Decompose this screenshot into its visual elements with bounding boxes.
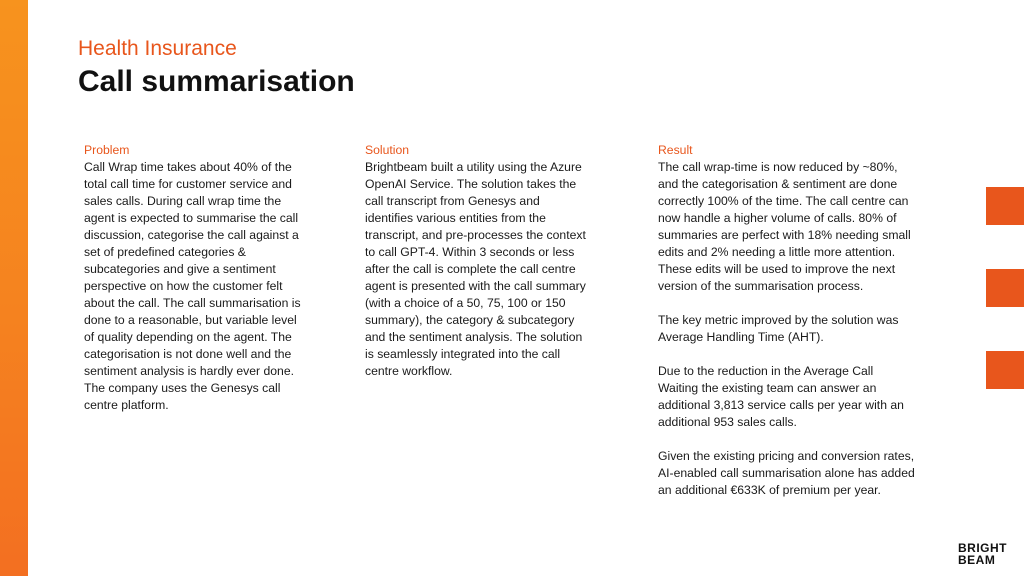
result-text-capacity: Due to the reduction in the Average Call Waiting the existing team can answer an additional 3,813 service calls per year with an additional 953 sales calls. [658,364,904,429]
side-tab-3 [986,351,1024,389]
problem-text: Call Wrap time takes about 40% of the total call time for customer service and sales calls. During call wrap time the agent is expected to summarise the call discussion, categorise the call against a set of predefined categories & subcategories and give a sentiment perspective on how the customer felt about the call. The call summarisation is done to a reasonable, but variable level of quality depending on the agent. The categorisation is not done well and the sentiment analysis is hardly ever done. The company uses the Genesys call centre platform. [84,160,301,412]
slide-title: Call summarisation [78,65,355,98]
result-column [658,142,930,499]
solution-heading: Solution [365,143,410,157]
logo-line-1: BRIGHT [958,541,1007,555]
slide-subtitle: Health Insurance [78,37,237,60]
solution-text: Brightbeam built a utility using the Azure OpenAI Service. The solution takes the call transcript from Genesys and identifies various entities from the transcript, and pre-processes the context to call GPT-4. Within 3 seconds or less after the call is complete the call centre agent is presented with the call summary (with a choice of a 50, 75, 100 or 150 summary), the category & subcategory and the sentiment analysis. The solution is seamlessly integrated into the call centre workflow. [365,160,586,378]
result-text-metric: The key metric improved by the solution was Average Handling Time (AHT). [658,313,899,344]
problem-heading: Problem [84,143,130,157]
result-text-outcome: The call wrap-time is now reduced by ~80%, and the categorisation & sentiment are done correctly 100% of the time. The call centre can now handle a higher volume of calls. 80% of summaries are perfect with 18% needing small edits and 2% needing a little more attention. These edits will be used to improve the next version of the summarisation process. [658,160,911,293]
logo-line-2: BEAM [958,553,996,567]
brightbeam-logo [958,542,1007,566]
slide-header [78,36,355,100]
side-tab-1 [986,187,1024,225]
result-text-premium: Given the existing pricing and conversion rates, AI-enabled call summarisation alone has added an additional €633K of premium per year. [658,449,915,497]
problem-column [84,142,324,414]
result-heading: Result [658,143,693,157]
side-tab-2 [986,269,1024,307]
solution-column [365,142,603,380]
left-accent-bar [0,0,28,576]
